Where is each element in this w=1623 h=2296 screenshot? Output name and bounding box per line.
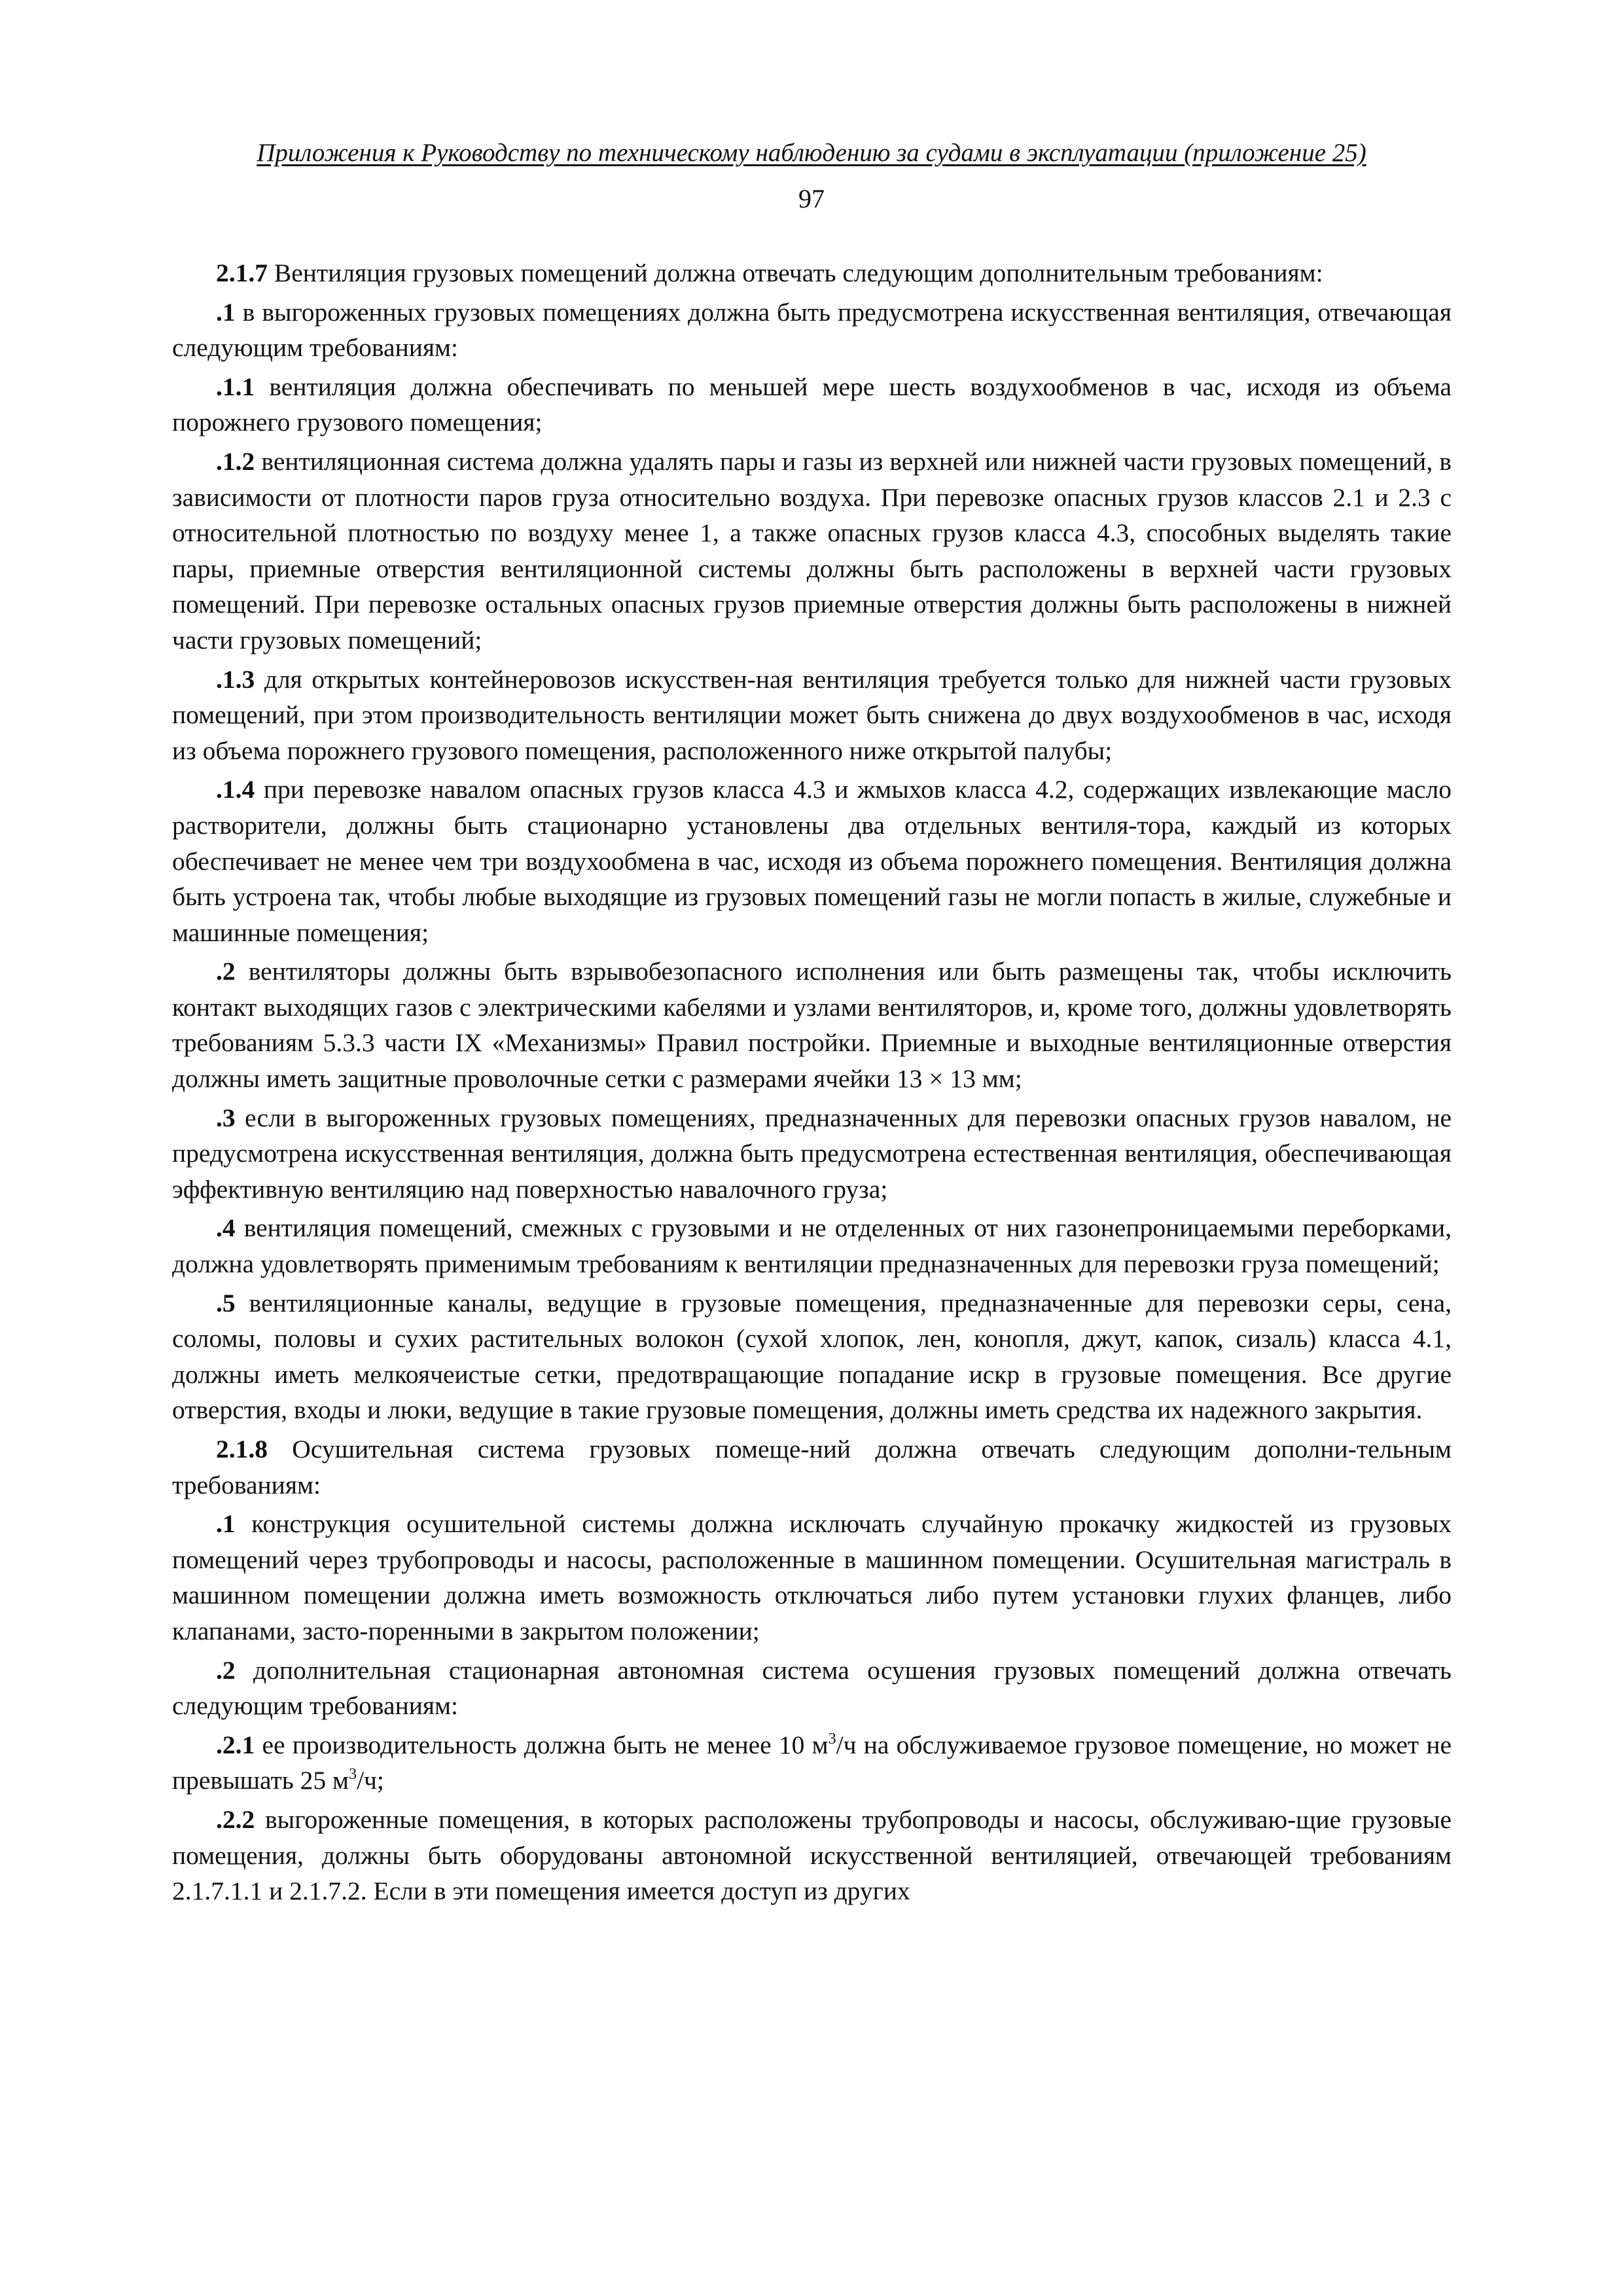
clause-text: конструкция осушительной системы должна исключать случайную прокачку жидкостей из грузовых помещений через трубопроводы и насосы, расположенные в машинном помещении. Осушительная магистраль в машинном помещении должна иметь возможность отключаться либо путем установки глухих фланцев, либо клапанами, засто-поренными в закрытом положении; [172, 1509, 1452, 1645]
clause-number: .3 [216, 1103, 236, 1132]
paragraph-2-1-7-1 [172, 295, 1452, 366]
paragraph-2-1-8-1 [172, 1506, 1452, 1649]
paragraph-2-1-7-3 [172, 1100, 1452, 1208]
page-number: 97 [798, 184, 825, 213]
paragraph-2-1-7-1-1 [172, 369, 1452, 440]
clause-number: .1 [216, 1509, 236, 1539]
clause-number: .5 [216, 1288, 236, 1318]
paragraph-2-1-7-5 [172, 1285, 1452, 1428]
clause-text: вентиляция должна обеспечивать по меньшей мере шесть воздухообменов в час, исходя из объема порожнего грузового помещения; [172, 372, 1452, 437]
clause-number: .1 [216, 297, 236, 327]
clause-text: /ч; [357, 1766, 384, 1795]
clause-text: Осушительная система грузовых помеще-ний должна отвечать следующим дополни-тельным требованиям: [172, 1435, 1452, 1499]
clause-text: в выгороженных грузовых помещениях должна быть предусмотрена искусственная вентиляция, отвечающая следующим требованиям: [172, 297, 1452, 363]
paragraph-2-1-7-1-3 [172, 662, 1452, 769]
clause-number: .1.3 [216, 664, 255, 694]
running-header: Приложения к Руководству по техническому наблюдению за судами в эксплуатации (приложение 25) [257, 139, 1366, 167]
document-body [172, 255, 1452, 1912]
paragraph-2-1-8 [172, 1431, 1452, 1503]
clause-text: если в выгороженных грузовых помещениях, предназначенных для перевозки опасных грузов навалом, не предусмотрена искусственная вентиляция, должна быть предусмотрена естественная вентиляция, обеспечивающая эффективную вентиляцию над поверхностью навалочного груза; [172, 1103, 1452, 1204]
clause-number: .2.1 [216, 1730, 255, 1759]
paragraph-2-1-8-2 [172, 1653, 1452, 1724]
clause-text: при перевозке навалом опасных грузов класса 4.3 и жмыхов класса 4.2, содержащих извлекающие масло растворители, должны быть стационарно установлены два отдельных вентиля-тора, каждый из которых обеспечивает не менее чем три воздухообмена в час, исходя из объема порожнего помещения. Вентиляция должна быть устроена так, чтобы любые выходящие из грузовых помещений газы не могли попасть в жилые, служебные и машинные помещения; [172, 775, 1452, 947]
clause-text: Вентиляция грузовых помещений должна отвечать следующим дополнительным требованиям: [268, 259, 1323, 287]
clause-text: вентиляционная система должна удалять пары и газы из верхней или нижней части грузовых помещений, в зависимости от плотности паров груза относительно воздуха. При перевозке опасных грузов классов 2.1 и 2.3 с относительной плотностью по воздуху менее 1, а также опасных грузов класса 4.3, способных выделять такие пары, приемные отверстия вентиляционной системы должны быть расположены в верхней части грузовых помещений. При перевозке остальных опасных грузов приемные отверстия должны быть расположены в нижней части грузовых помещений; [172, 446, 1452, 655]
clause-number: .2 [216, 957, 236, 986]
clause-text: выгороженные помещения, в которых расположены трубопроводы и насосы, обслуживаю-щие грузовые помещения, должны быть оборудованы автономной искусственной вентиляцией, отвечающей требованиям 2.1.7.1.1 и 2.1.7.2. Если в эти помещения имеется доступ из других [172, 1804, 1452, 1906]
superscript: 3 [828, 1730, 836, 1748]
clause-text: вентиляционные каналы, ведущие в грузовые помещения, предназначенные для перевозки серы, сена, соломы, половы и сухих растительных волокон (сухой хлопок, лен, конопля, джут, капок, сизаль) класса 4.1, должны иметь мелкоячеистые сетки, предотвращающие попадание искр в грузовые помещения. Все другие отверстия, входы и люки, ведущие в такие грузовые помещения, должны иметь средства их надежного закрытия. [172, 1288, 1452, 1425]
paragraph-2-1-8-2-1 [172, 1727, 1452, 1799]
paragraph-2-1-8-2-2 [172, 1802, 1452, 1909]
paragraph-2-1-7-4 [172, 1210, 1452, 1282]
paragraph-2-1-7 [172, 255, 1452, 291]
clause-number: .2.2 [216, 1804, 255, 1834]
clause-text: ее производительность должна быть не менее 10 м [255, 1730, 829, 1759]
clause-number: .1.2 [216, 446, 255, 476]
clause-number: 2.1.7 [216, 259, 268, 287]
paragraph-2-1-7-1-4 [172, 772, 1452, 950]
clause-number: .4 [216, 1213, 236, 1243]
clause-number: .1.4 [216, 775, 255, 804]
paragraph-2-1-7-2 [172, 954, 1452, 1096]
clause-number: 2.1.8 [216, 1435, 268, 1463]
clause-text: вентиляция помещений, смежных с грузовыми и не отделенных от них газонепроницаемыми переборками, должна удовлетворять применимым требованиям к вентиляции предназначенных для перевозки груза помещений; [172, 1213, 1452, 1279]
clause-number: .1.1 [216, 372, 255, 401]
clause-number: .2 [216, 1655, 236, 1685]
clause-text: вентиляторы должны быть взрывобезопасного исполнения или быть размещены так, чтобы исключить контакт выходящих газов с электрическими кабелями и узлами вентиляторов, и, кроме того, должны удовлетворять требованиям 5.3.3 части IX «Механизмы» Правил постройки. Приемные и выходные вентиляционные отверстия должны иметь защитные проволочные сетки с размерами ячейки 13 × 13 мм; [172, 957, 1452, 1094]
clause-text: дополнительная стационарная автономная система осушения грузовых помещений должна отвечать следующим требованиям: [172, 1655, 1452, 1721]
clause-text: для открытых контейнеровозов искусствен-ная вентиляция требуется только для нижней части грузовых помещений, при этом производительность вентиляции может быть снижена до двух воздухообменов в час, исходя из объема порожнего грузового помещения, расположенного ниже открытой палубы; [172, 664, 1452, 765]
clause-text: /ч на обслуживаемое грузовое помещение, но может не превышать 25 м [172, 1730, 1452, 1795]
paragraph-2-1-7-1-2 [172, 444, 1452, 658]
superscript: 3 [349, 1766, 357, 1784]
